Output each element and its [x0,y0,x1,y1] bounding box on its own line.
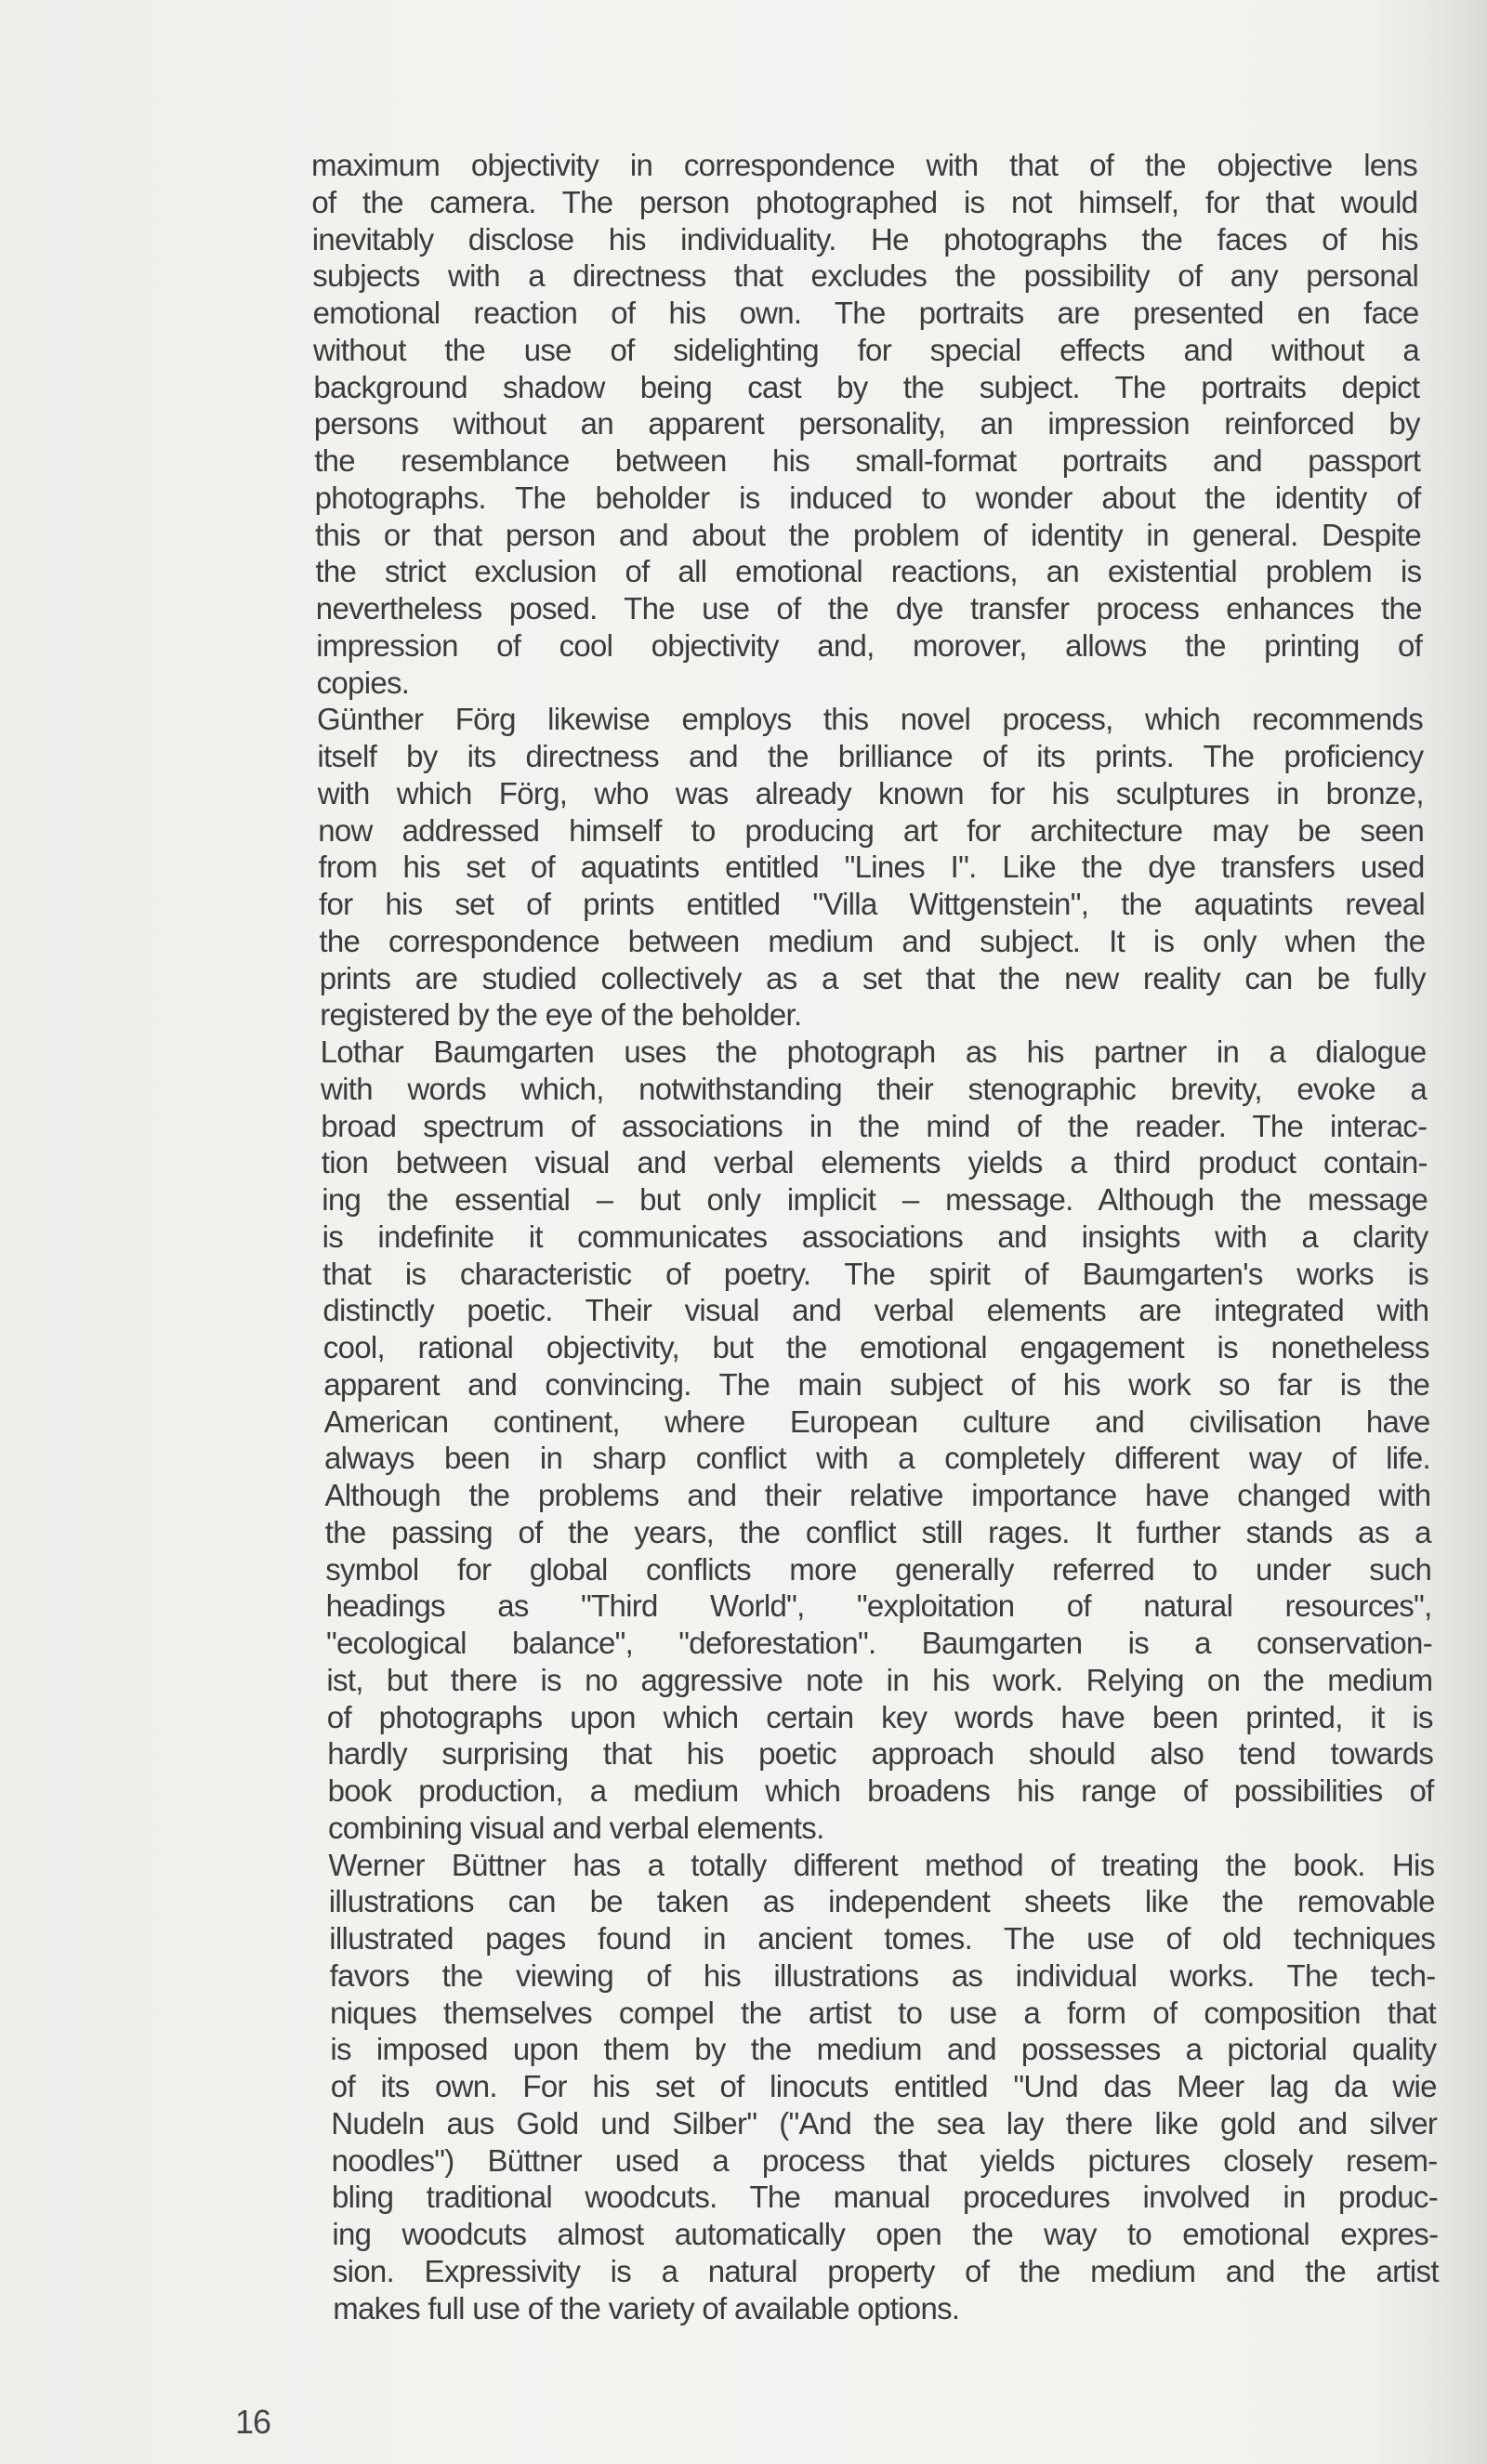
text-line: apparent and convincing. The main subject of his work so far is the [323,1366,1430,1402]
text-line: of photographs upon which certain key words have been printed, it is [326,1699,1433,1734]
text-line: ing the essential – but only implicit – message. Although the message [322,1182,1428,1217]
text-line: subjects with a directness that excludes the possibility of any personal [312,258,1419,294]
text-line: Werner Büttner has a totally different method of treating the book. His [328,1847,1435,1882]
text-line: emotional reaction of his own. The portraits are presented en face [312,296,1419,330]
text-line: cool, rational objectivity, but the emotional engagement is nonetheless [322,1330,1429,1364]
text-line: without the use of sidelighting for special effects and without a [313,332,1419,367]
text-line: ing woodcuts almost automatically open the way to emotional expres- [332,2217,1439,2251]
text-line: combining visual and verbal elements. [328,1810,824,1845]
text-line: Although the problems and their relative importance have changed with [324,1478,1431,1512]
text-line: Nudeln aus Gold und Silber" ("And the sea lay there like gold and silver [331,2105,1438,2141]
text-line: of the camera. The person photographed is not himself, for that would [311,184,1418,219]
text-line: the passing of the years, the conflict still rages. It further stands as a [324,1514,1431,1549]
text-line: sion. Expressivity is a natural property of the medium and the artist [332,2253,1439,2288]
text-line: hardly surprising that his poetic approach should also tend towards [327,1736,1434,1772]
text-line: copies. [316,665,410,700]
text-line: inevitably disclose his individuality. He photographs the faces of his [311,221,1418,257]
text-line: now addressed himself to producing art for architecture may be seen [318,812,1425,848]
text-line: prints are studied collectively as a set that the new reality can be fully [319,960,1426,995]
text-line: persons without an apparent personality, an impression reinforced by [313,406,1420,441]
text-line: is indefinite it communicates associations and insights with a clarity [322,1219,1428,1254]
text-line: noodles") Büttner used a process that yields pictures closely resem- [331,2142,1438,2178]
text-line: the correspondence between medium and subject. It is only when the [319,923,1426,958]
paragraph [0,1034,1487,1847]
text-line: favors the viewing of his illustrations as individual works. The tech- [329,1957,1436,1993]
text-line: "ecological balance", "deforestation". Baumgarten is a conservation- [326,1626,1432,1660]
text-line: headings as "Third World", "exploitation of natural resources", [325,1588,1432,1624]
text-line: for his set of prints entitled "Villa Wittgenstein", the aquatints reveal [319,887,1425,921]
text-line: ist, but there is no aggressive note in his work. Relying on the medium [326,1662,1433,1697]
text-line: photographs. The beholder is induced to wonder about the identity of [314,480,1421,515]
text-line: background shadow being cast by the subject. The portraits depict [313,369,1420,404]
paragraph [0,1847,1487,2327]
text-line: is imposed upon them by the medium and possesses a pictorial quality [330,2032,1437,2067]
text-line: itself by its directness and the brilliance of its prints. The proficiency [317,739,1424,773]
paragraph [0,701,1487,1034]
text-line: with words which, notwithstanding their stenographic brevity, evoke a [321,1071,1427,1106]
text-line: book production, a medium which broadens his range of possibilities of [327,1773,1434,1808]
text-line: symbol for global conflicts more generally referred to under such [325,1551,1432,1587]
text-line: maximum objectivity in correspondence with that of the objective lens [311,148,1417,182]
text-line: Lothar Baumgarten uses the photograph as his partner in a dialogue [320,1034,1427,1069]
text-line: niques themselves compel the artist to use a form of composition that [330,1995,1436,2030]
text-line: Günther Förg likewise employs this novel process, which recommends [317,702,1423,737]
text-line: the strict exclusion of all emotional reactions, an existential problem is [315,554,1422,589]
text-line: that is characteristic of poetry. The spirit of Baumgarten's works is [322,1256,1428,1291]
text-line: the resemblance between his small-format portraits and passport [314,443,1421,478]
text-line: illustrations can be taken as independent sheets like the removable [328,1884,1435,1919]
paragraph [0,147,1487,701]
page-number: 16 [235,2403,271,2441]
text-line: bling traditional woodcuts. The manual procedures involved in produc- [332,2180,1438,2215]
text-line: makes full use of the variety of available options. [333,2290,960,2326]
text-line: from his set of aquatints entitled "Lines I". Like the dye transfers used [318,850,1425,885]
text-line: of its own. For his set of linocuts entitled "Und das Meer lag da wie [330,2069,1437,2103]
text-line: broad spectrum of associations in the mind of the reader. The interac- [321,1108,1428,1143]
text-line: registered by the eye of the beholder. [320,997,802,1033]
text-line: this or that person and about the problem of identity in general. Despite [315,517,1421,552]
text-line: with which Förg, who was already known for his sculptures in bronze, [317,775,1424,810]
text-line: tion between visual and verbal elements yields a third product contain- [321,1145,1428,1180]
text-line: impression of cool objectivity and, morover, allows the printing of [316,627,1423,663]
body-text [0,147,1487,2326]
text-line: illustrated pages found in ancient tomes. The use of old techniques [329,1921,1436,1956]
text-line: nevertheless posed. The use of the dye transfer process enhances the [315,591,1422,626]
text-line: always been in sharp conflict with a completely different way of life. [324,1441,1430,1476]
text-line: American continent, where European culture and civilisation have [323,1403,1430,1439]
text-line: distinctly poetic. Their visual and verbal elements are integrated with [322,1293,1429,1328]
